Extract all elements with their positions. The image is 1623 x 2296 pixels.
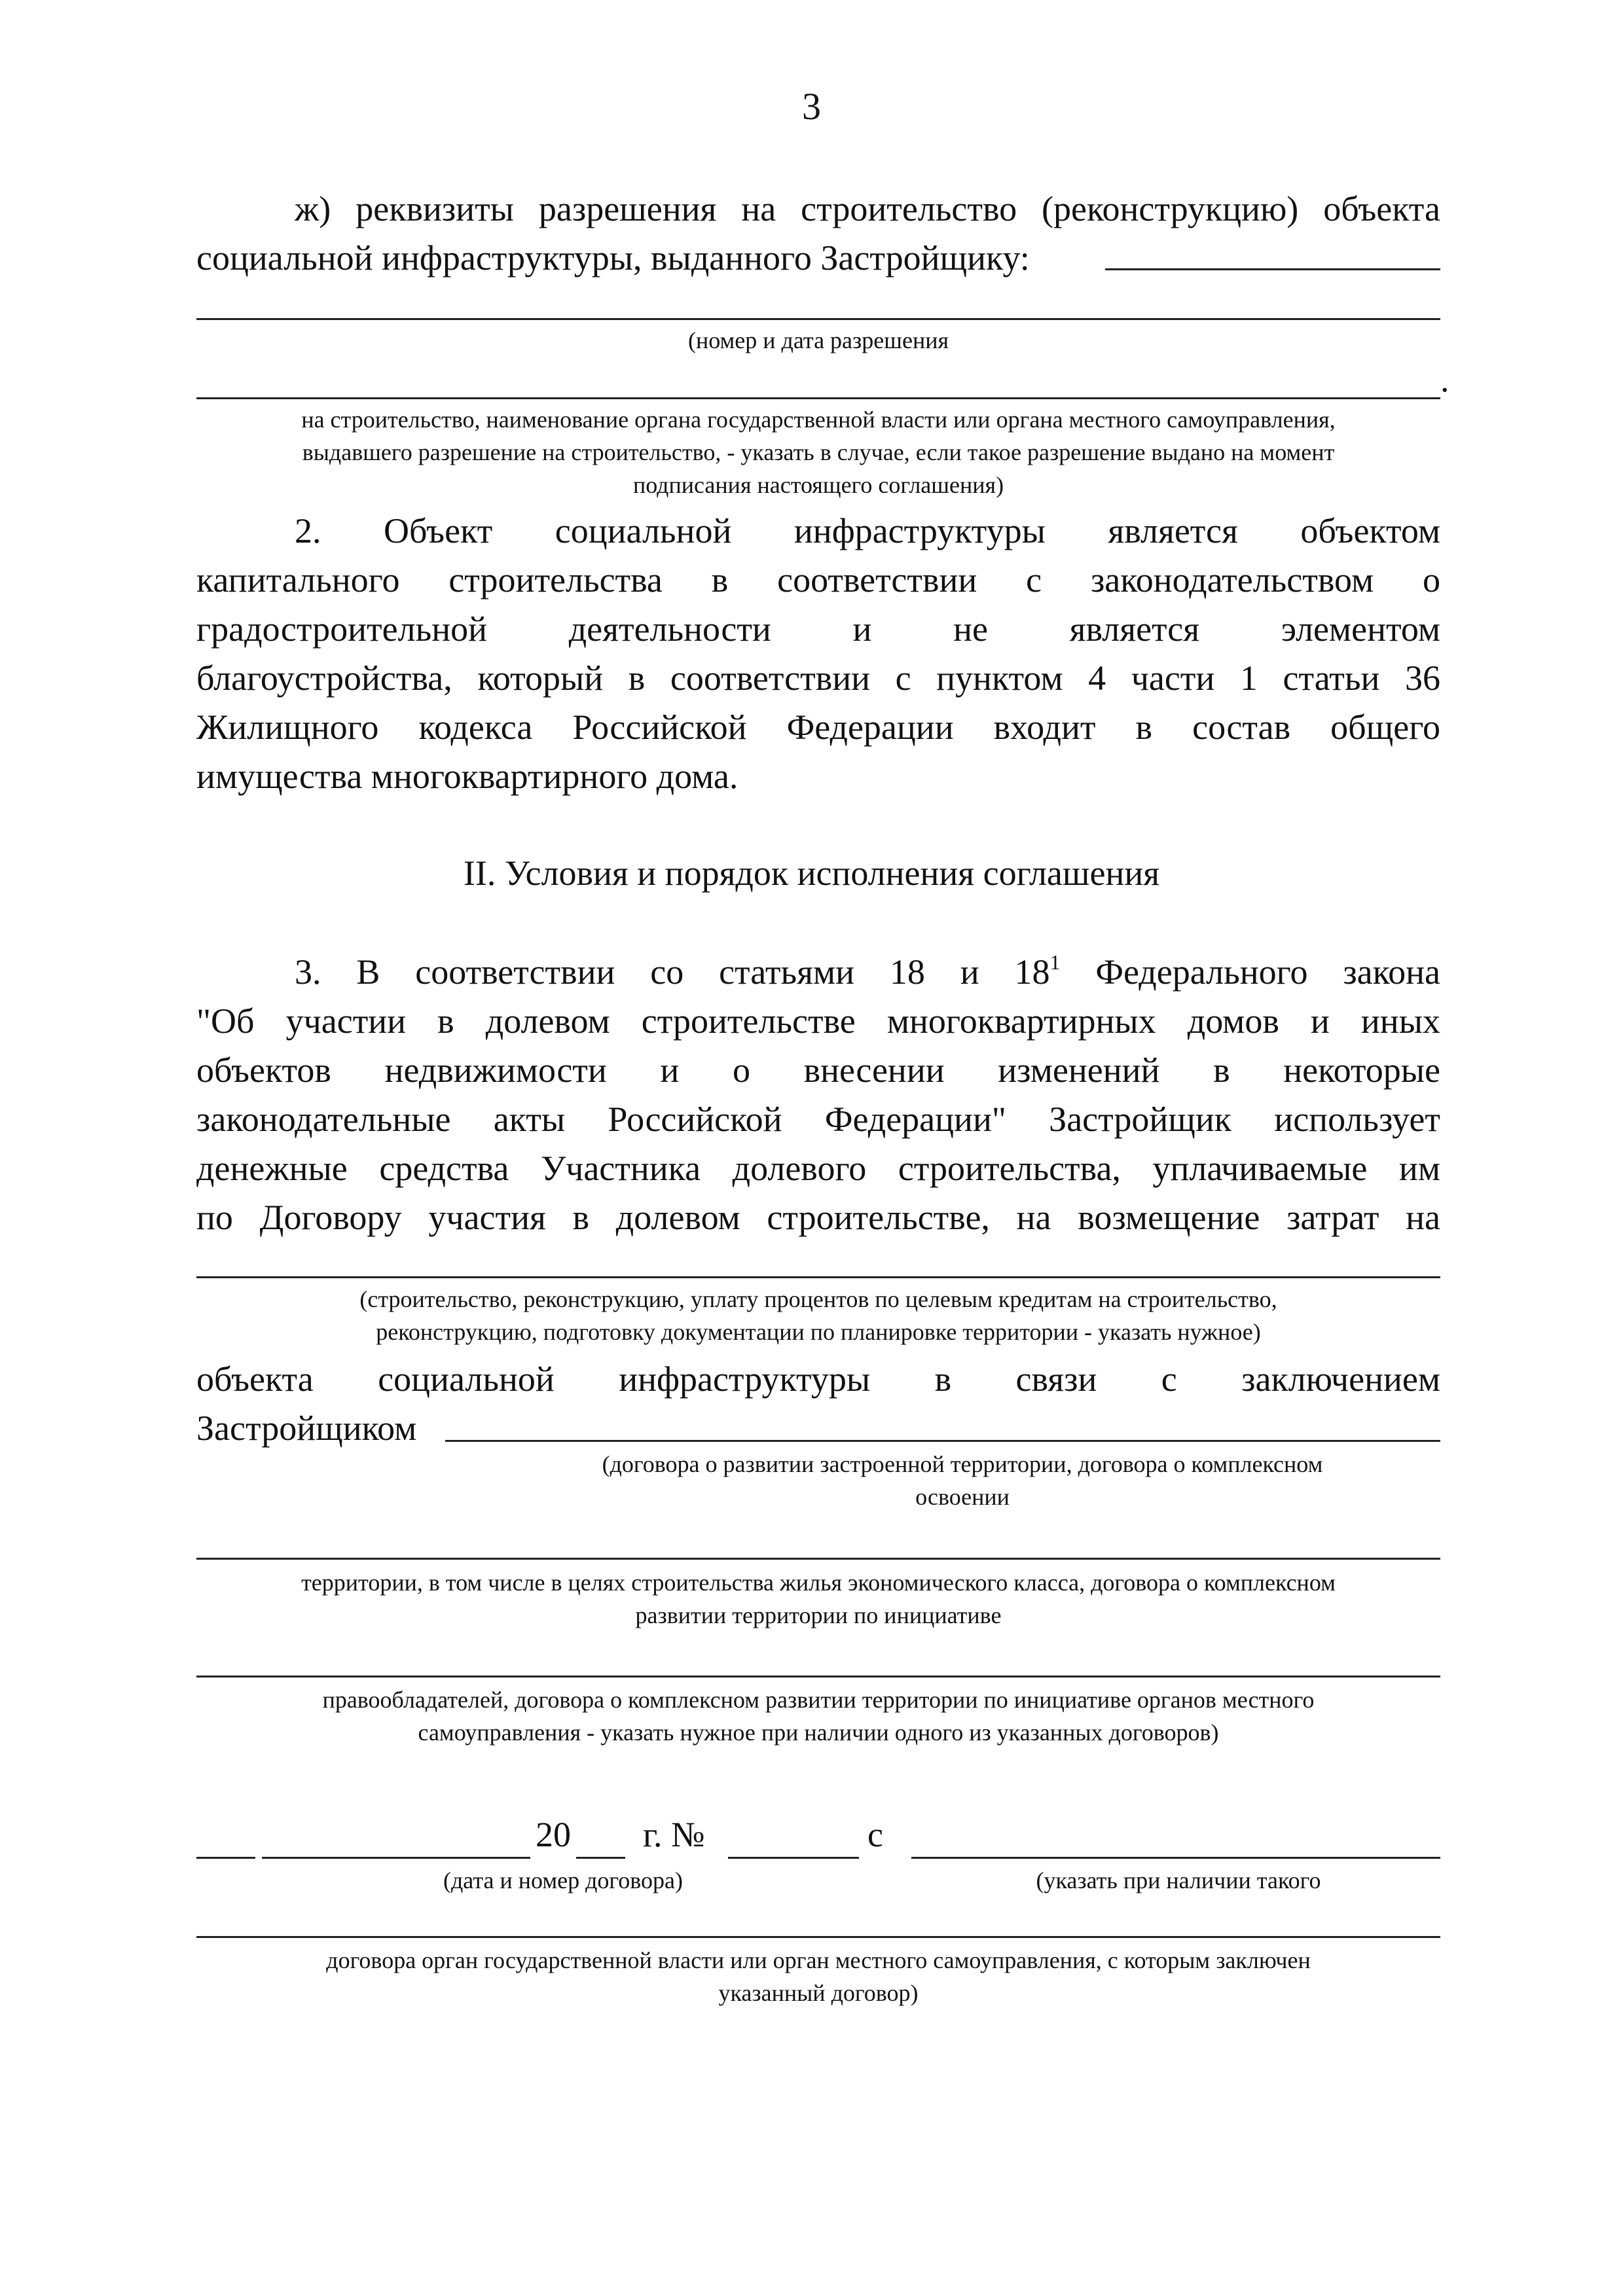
final-blank-line <box>196 1936 1440 1938</box>
para3-line1 <box>196 948 1440 997</box>
contract-number-blank <box>728 1857 859 1859</box>
caption-contract-2b: развитии территории по инициативе <box>635 1602 1002 1628</box>
caption-contract-3b: самоуправления - указать нужное при наличии одного из указанных договоров) <box>418 1719 1219 1746</box>
para3-line1-end: Федерального закона <box>1060 952 1440 992</box>
item-zh-line2: социальной инфраструктуры, выданного Застройщику: <box>196 238 1030 278</box>
year-number-label: г. № <box>643 1815 705 1854</box>
contract-blank-line-1 <box>445 1440 1440 1442</box>
para3-line2: "Об участии в долевом строительстве многоквартирных домов и иных <box>196 1001 1440 1041</box>
para2-line3: градостроительной деятельности и не является элементом <box>196 609 1440 649</box>
superscript-one: 1 <box>1049 950 1061 974</box>
para2-line6: имущества многоквартирного дома. <box>196 757 739 796</box>
para3-line6: по Договору участия в долевом строительстве, на возмещение затрат на <box>196 1198 1440 1237</box>
caption-permit-number: (номер и дата разрешения <box>687 327 949 353</box>
permit-blank-line-3 <box>196 397 1440 399</box>
para2-line5: Жилищного кодекса Российской Федерации входит в состав общего <box>196 708 1440 747</box>
year-prefix: 20 <box>536 1815 571 1854</box>
item-zh-line1: ж) реквизиты разрешения на строительство (реконструкцию) объекта <box>295 189 1440 228</box>
date-month-blank <box>262 1857 530 1859</box>
caption-contract-2a: территории, в том числе в целях строительства жилья экономического класса, договора о комплексном <box>301 1570 1336 1596</box>
para2-line4: благоустройства, который в соответствии с пунктом 4 части 1 статьи 36 <box>196 658 1440 698</box>
developer-label: Застройщиком <box>196 1408 417 1448</box>
permit-blank-line-2 <box>196 318 1440 320</box>
caption-costs-1: (строительство, реконструкцию, уплату процентов по целевым кредитам на строительство, <box>359 1286 1277 1312</box>
para2-line2: капитального строительства в соответствии с законодательством о <box>196 560 1440 600</box>
contract-blank-line-3 <box>196 1676 1440 1677</box>
caption-costs-2: реконструкцию, подготовку документации по планировке территории - указать нужное) <box>376 1319 1261 1345</box>
para3-object-line: объекта социальной инфраструктуры в связи с заключением <box>196 1359 1440 1399</box>
period-mark: . <box>1440 360 1450 399</box>
caption-contract-1b: освоении <box>915 1484 1010 1510</box>
para3-line3: объектов недвижимости и о внесении изменений в некоторые <box>196 1050 1440 1090</box>
caption-contract-3a: правообладателей, договора о комплексном развитии территории по инициативе органов местного <box>322 1687 1315 1713</box>
caption-final-2: указанный договор) <box>718 1980 919 2006</box>
para3-line5: денежные средства Участника долевого строительства, уплачиваемые им <box>196 1149 1440 1188</box>
permit-blank-line-1 <box>1105 268 1440 270</box>
authority-blank-line <box>911 1857 1440 1859</box>
caption-permit-authority-3: подписания настоящего соглашения) <box>632 472 1004 498</box>
caption-permit-authority-1: на строительство, наименование органа государственной власти или органа местного самоуправления, <box>301 406 1336 433</box>
caption-permit-authority-2: выдавшего разрешение на строительство, - указать в случае, если такое разрешение выдано на момент <box>302 439 1335 465</box>
year-blank <box>576 1857 625 1859</box>
caption-date-number: (дата и номер договора) <box>443 1867 683 1893</box>
costs-blank-line <box>196 1276 1440 1278</box>
para3-line1-start: 3. В соответствии со статьями 18 и 18 <box>295 952 1050 992</box>
caption-specify: (указать при наличии такого <box>1036 1867 1321 1893</box>
date-day-blank <box>196 1857 255 1859</box>
para3-line4: законодательные акты Российской Федерации" Застройщик использует <box>196 1100 1440 1139</box>
caption-final-1: договора орган государственной власти или орган местного самоуправления, с которым заключен <box>326 1947 1311 1973</box>
contract-blank-line-2 <box>196 1558 1440 1560</box>
para2-line1: 2. Объект социальной инфраструктуры является объектом <box>295 511 1440 550</box>
section-heading: II. Условия и порядок исполнения соглашения <box>463 853 1160 893</box>
caption-contract-1a: (договора о развитии застроенной территории, договора о комплексном <box>602 1451 1323 1477</box>
page-number: 3 <box>802 85 821 128</box>
with-label: с <box>867 1815 883 1854</box>
